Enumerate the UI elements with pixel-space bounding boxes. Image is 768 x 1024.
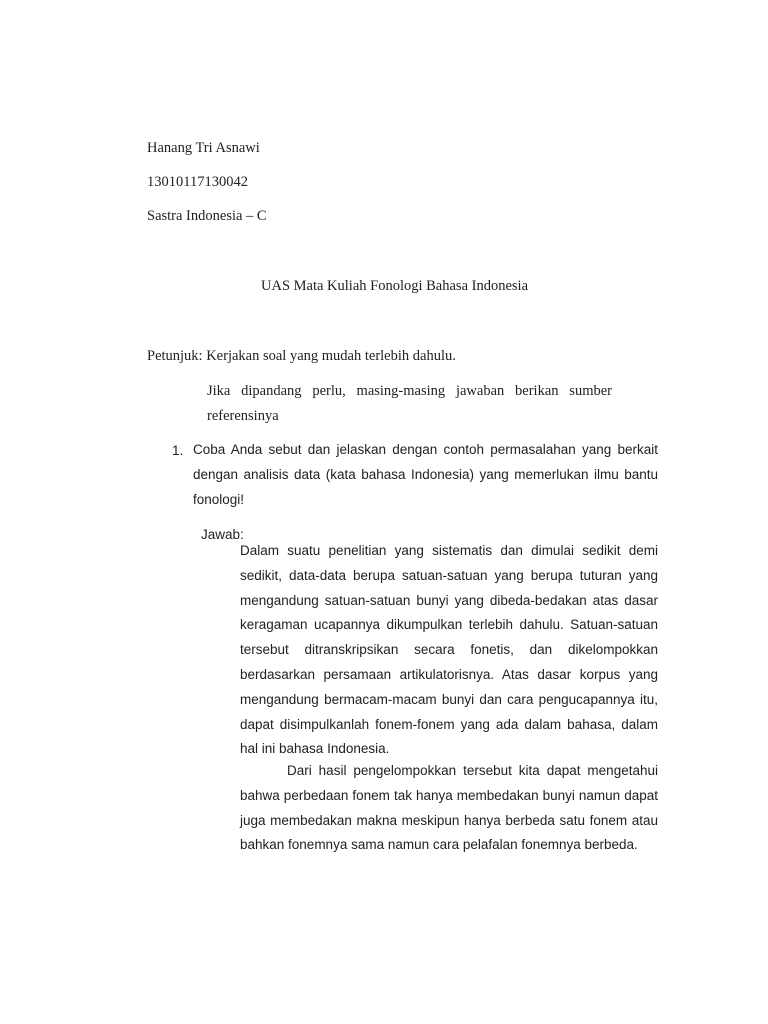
question-text: Coba Anda sebut dan jelaskan dengan contoh permasalahan yang berkait dengan analisis data (kata bahasa Indonesia) yang memerlukan ilmu bantu fonologi! xyxy=(193,442,658,507)
instruction-line-1: Petunjuk: Kerjakan soal yang mudah terlebih dahulu. xyxy=(147,348,456,364)
answer-label: Jawab: xyxy=(201,527,244,542)
author-name: Hanang Tri Asnawi xyxy=(147,140,260,156)
instruction-line-2: Jika dipandang perlu, masing-masing jawaban berikan sumber referensinya xyxy=(207,383,612,424)
class-label: Sastra Indonesia – C xyxy=(147,208,267,224)
student-id: 13010117130042 xyxy=(147,174,248,190)
question-number: 1. xyxy=(172,443,184,458)
document-title: UAS Mata Kuliah Fonologi Bahasa Indonesia xyxy=(261,278,529,294)
answer-paragraph-2: Dari hasil pengelompokkan tersebut kita dapat mengetahui bahwa perbedaan fonem tak hanya membedakan bunyi namun dapat juga membedakan makna meskipun hanya berbeda satu fonem atau bahkan fonemnya sama namun cara pelafalan fonemnya berbeda. xyxy=(240,763,658,853)
answer-paragraph-1: Dalam suatu penelitian yang sistematis dan dimulai sedikit demi sedikit, data-data berupa satuan-satuan yang berupa tuturan yang mengandung satuan-satuan bunyi yang dibeda-bedakan atas dasar keragaman ucapannya dikumpulkan terlebih dahulu. Satuan-satuan tersebut ditranskripsikan secara fonetis, dan dikelompokkan berdasarkan persamaan artikulatorisnya. Atas dasar korpus yang mengandung bermacam-macam bunyi dan cara pengucapannya itu, dapat disimpulkanlah fonem-fonem yang ada dalam bahasa, dalam hal ini bahasa Indonesia. xyxy=(240,543,658,757)
